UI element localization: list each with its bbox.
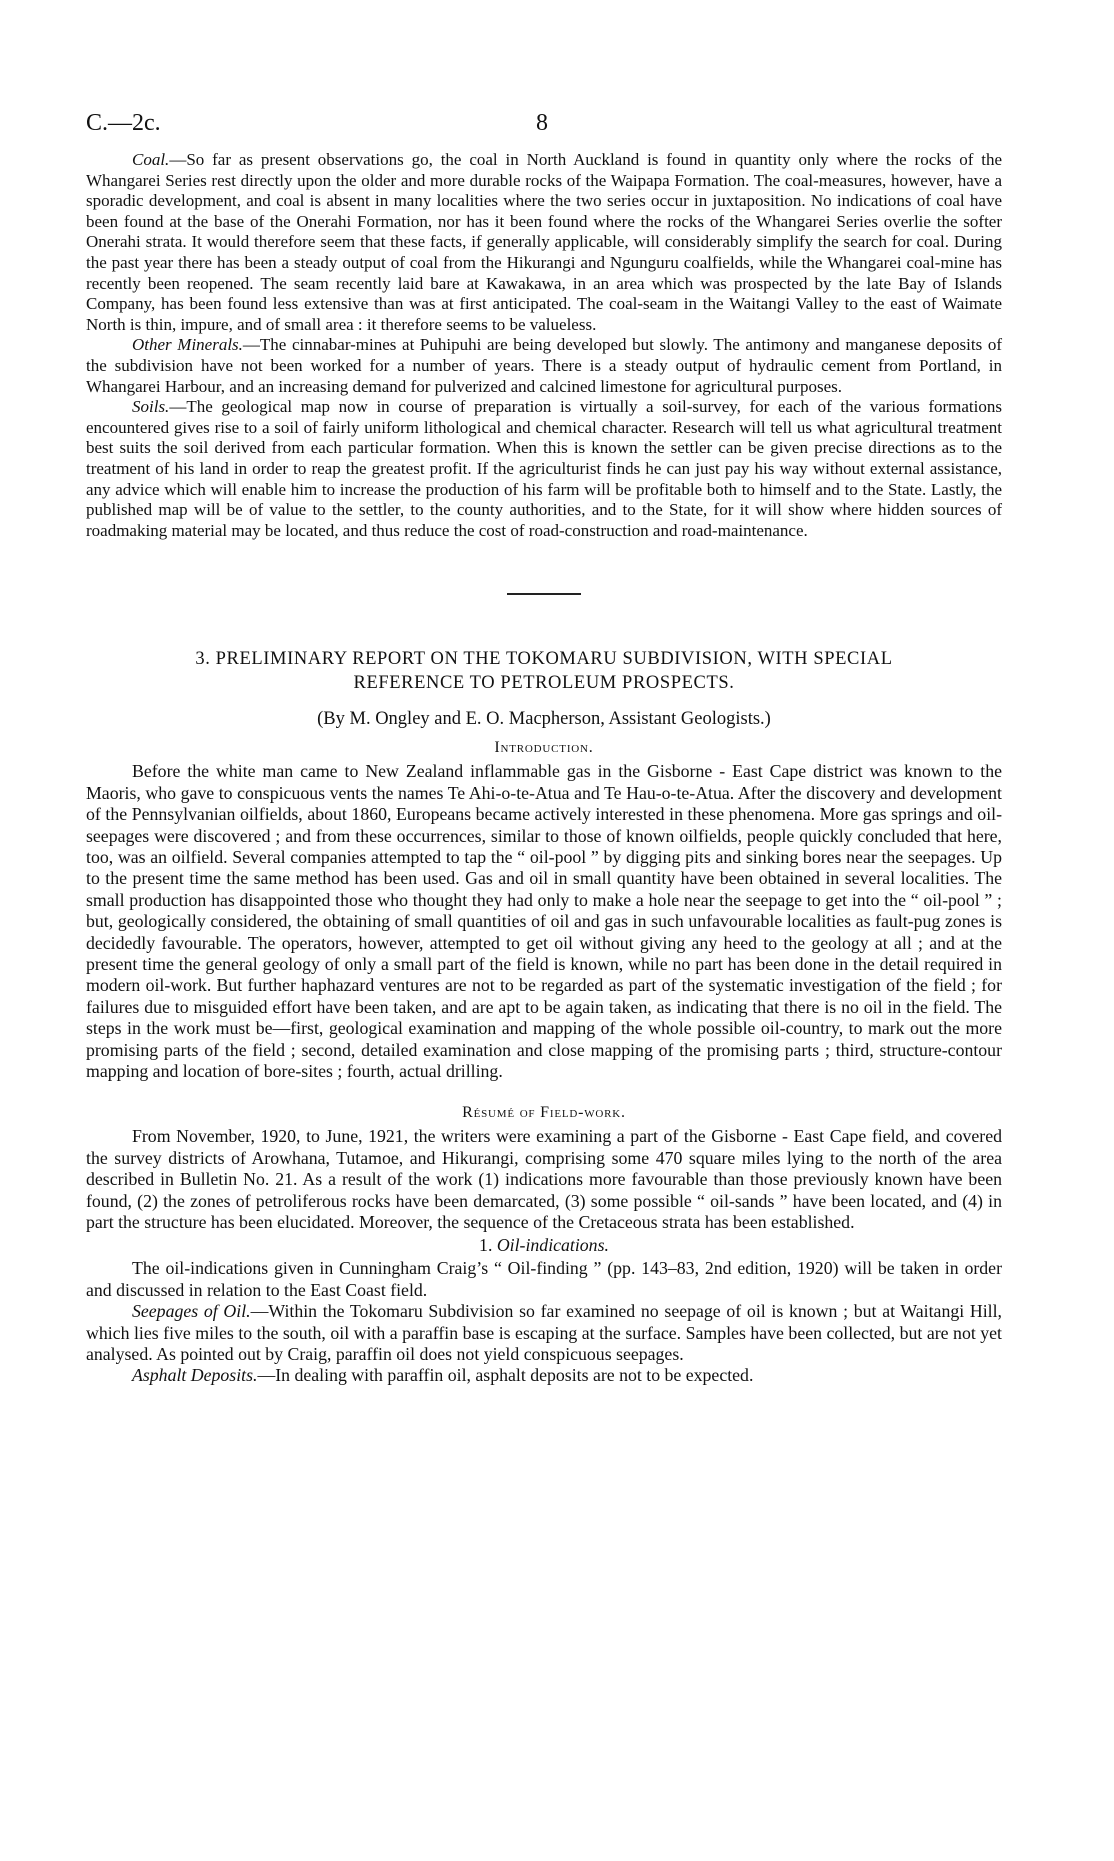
page-reference: C.—2c. (86, 110, 161, 136)
page-header (86, 110, 1018, 140)
byline: (By M. Ongley and E. O. Macpherson, Assistant Geologists.) (317, 709, 771, 730)
section-title-line-2: REFERENCE TO PETROLEUM PROSPECTS. (353, 673, 735, 694)
paragraph-seepages (86, 1301, 1002, 1365)
section-divider (507, 593, 581, 595)
paragraph-other-minerals (86, 335, 1002, 397)
lead-seepages: Seepages of Oil. (132, 1301, 251, 1322)
text-seepages: —Within the Tokomaru Subdivision so far examined no seepage of oil is known ; but at Waitangi Hill, which lies five miles to the south, oil with a paraffin base is escaping at the surface. Samples have been collected, but are not yet analysed. As pointed out by Craig, paraffin oil does not yield conspicuous seepages. (86, 1301, 1002, 1365)
paragraph-resume: From November, 1920, to June, 1921, the writers were examining a part of the Gisborne - East Cape field, and covered the survey districts of Arowhana, Tutamoe, and Hikurangi, comprising some 470 square miles lying to the north of the area described in Bulletin No. 21. As a result of the work (1) indications more favourable than those previously known have been found, (2) the zones of petroliferous rocks have been demarcated, (3) some possible “ oil-sands ” have been located, and (4) in part the structure has been elucidated. Moreover, the sequence of the Cretaceous strata has been established. (86, 1126, 1002, 1232)
lead-asphalt: Asphalt Deposits. (132, 1365, 258, 1386)
page-number: 8 (536, 110, 548, 136)
section-title-line-1: 3. PRELIMINARY REPORT ON THE TOKOMARU SUBDIVISION, WITH SPECIAL (195, 649, 893, 670)
text-other-minerals: —The cinnabar-mines at Puhipuhi are being developed but slowly. The antimony and manganese deposits of the subdivision have not been worked for a number of years. There is a steady output of hydraulic cement from Portland, in Whangarei Harbour, and an increasing demand for pulverized and calcined limestone for agricultural purposes. (86, 335, 1002, 396)
paragraph-asphalt (86, 1365, 1002, 1386)
paragraph-coal (86, 150, 1002, 335)
lead-coal: Coal. (132, 150, 170, 169)
paragraph-oil-indications: The oil-indications given in Cunningham Craig’s “ Oil-finding ” (pp. 143–83, 2nd edition, 1920) will be taken in order and discussed in relation to the East Coast field. (86, 1258, 1002, 1300)
text-soils: —The geological map now in course of preparation is virtually a soil-survey, for each of the various formations encountered gives rise to a soil of fairly uniform lithological and chemical character. Research will tell us what agricultural treatment best suits the soil derived from each particular formation. When this is known the settler can be given precise directions as to the treatment of his land in order to reap the greatest profit. If the agriculturist finds he can just pay his way without external assistance, any advice which will enable him to increase the production of his farm will be profitable both to himself and to the State. Lastly, the published map will be of value to the settler, to the county authorities, and to the State, for it will show where hidden sources of roadmaking material may be located, and thus reduce the cost of road-construction and road-maintenance. (86, 397, 1002, 540)
text-coal: —So far as present observations go, the coal in North Auckland is found in quantity only where the rocks of the Whangarei Series rest directly upon the older and more durable rocks of the Waipapa Formation. The coal-measures, however, have a sporadic development, and coal is absent in many localities where the two series occur in juxtaposition. No indications of coal have been found at the base of the Onerahi Formation, nor has it been found where the rocks of the Whangarei Series overlie the softer Onerahi strata. It would therefore seem that these facts, if generally applicable, will considerably simplify the search for coal. During the past year there has been a steady output of coal from the Hikurangi and Ngunguru coalfields, while the Whangarei coal-mine has recently been reopened. The seam recently laid bare at Kawakawa, in an area which was prospected by the late Bay of Islands Company, has been found less extensive than was at first anticipated. The coal-seam in the Waitangi Valley to the east of Waimate North is thin, impure, and of small area : it therefore seems to be valueless. (86, 150, 1002, 334)
section-tokomaru (86, 647, 1002, 1387)
heading-oil-indications-title: Oil-indications. (496, 1235, 609, 1256)
lead-other-minerals: Other Minerals. (132, 335, 243, 355)
page-body (86, 150, 1002, 1387)
heading-resume: Résumé of Field-work. (462, 1104, 626, 1122)
heading-introduction: Introduction. (494, 739, 594, 757)
section-north-auckland (86, 150, 1002, 541)
paragraph-soils (86, 397, 1002, 541)
heading-oil-indications-number: 1. (479, 1235, 497, 1256)
text-asphalt: —In dealing with paraffin oil, asphalt deposits are not to be expected. (257, 1365, 754, 1386)
heading-oil-indications (86, 1235, 1002, 1256)
paragraph-introduction: Before the white man came to New Zealand inflammable gas in the Gisborne - East Cape district was known to the Maoris, who gave to conspicuous vents the names Te Ahi-o-te-Atua and Te Hau-o-te-Atua. After the discovery and development of the Pennsylvanian oilfields, about 1860, Europeans became actively interested in these phenomena. More gas springs and oil-seepages were discovered ; and from these occurrences, similar to those of known oilfields, people quickly concluded that here, too, was an oilfield. Several companies attempted to tap the “ oil-pool ” by digging pits and sinking bores near the seepages. Up to the present time the same method has been used. Gas and oil in small quantity have been obtained in several localities. The small production has disappointed those who thought they had only to make a hole near the seepage to get into the “ oil-pool ” ; but, geologically considered, the obtaining of small quantities of oil and gas in such unfavourable localities as fault-pug zones is decidedly favourable. The operators, however, attempted to get oil without giving any heed to the geology at all ; and at the present time the general geology of only a small part of the field is known, while no part has been done in the detail required in modern oil-work. But further haphazard ventures are not to be regarded as part of the systematic investigation of the field ; for failures due to misguided effort have been taken, and are apt to be again taken, as indicating that there is no oil in the field. The steps in the work must be—first, geological examination and mapping of the whole possible oil-country, to mark out the more promising parts of the field ; second, detailed examination and close mapping of the promising parts ; third, structure-contour mapping and location of bore-sites ; fourth, actual drilling. (86, 761, 1002, 1081)
lead-soils: Soils. (132, 397, 170, 417)
